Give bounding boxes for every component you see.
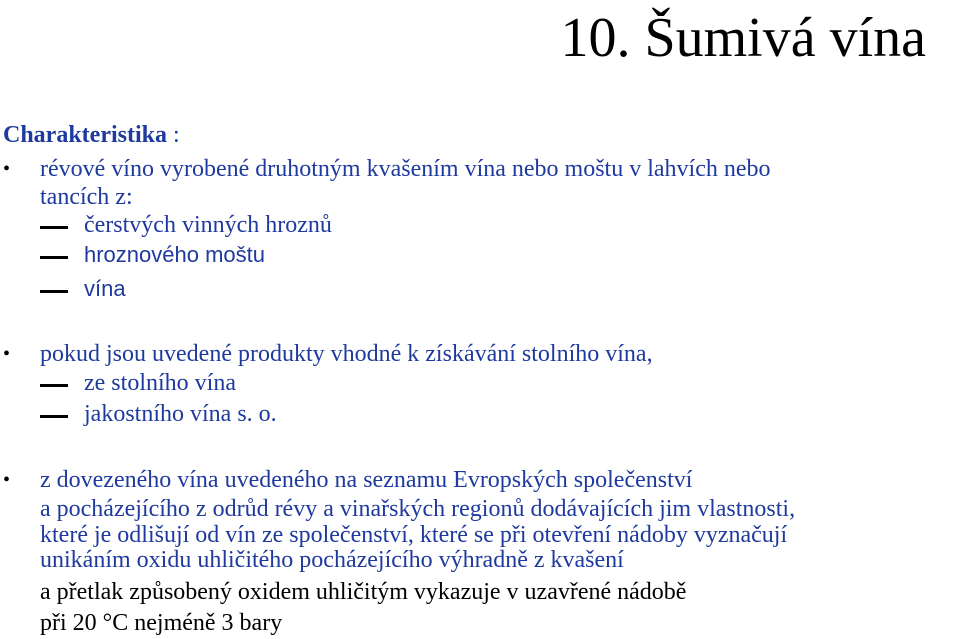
section2-item-2: jakostního vína s. o.: [84, 401, 277, 427]
slide-title: 10. Šumivá vína: [560, 7, 926, 69]
bullet-2: •: [3, 343, 11, 365]
dash-3: [40, 290, 68, 293]
dash-2: [40, 256, 68, 259]
characteristic-label: Charakteristika: [3, 122, 167, 148]
section1-item-2: hroznového moštu: [84, 242, 265, 267]
section1-line-1: révové víno vyrobené druhotným kvašením vína nebo moštu v lahvích nebo: [40, 156, 771, 182]
section3-line-4: unikáním oxidu uhličitého pocházejícího výhradně z kvašení: [40, 547, 624, 573]
bullet-1: •: [3, 158, 11, 180]
bullet-3: •: [3, 469, 11, 491]
characteristic-separator: :: [167, 122, 180, 148]
dash-1: [40, 226, 68, 229]
characteristic-heading: [3, 120, 180, 150]
section3-line-5: a přetlak způsobený oxidem uhličitým vykazuje v uzavřené nádobě: [40, 579, 687, 605]
section2-line-1: pokud jsou uvedené produkty vhodné k získávání stolního vína,: [40, 341, 653, 367]
section3-line-3: které je odlišují od vín ze společenství, které se při otevření nádoby vyznačují: [40, 522, 788, 548]
section2-item-1: ze stolního vína: [84, 370, 236, 396]
dash-4: [40, 384, 68, 387]
dash-5: [40, 415, 68, 418]
section3-line-2: a pocházejícího z odrůd révy a vinařských regionů dodávajících jim vlastnosti,: [40, 496, 796, 522]
section3-line-1: z dovezeného vína uvedeného na seznamu Evropských společenství: [40, 467, 693, 493]
section1-item-3: vína: [84, 276, 126, 301]
section3-line-6: při 20 °C nejméně 3 bary: [40, 610, 283, 636]
section1-line-2: tancích z:: [40, 184, 133, 210]
section1-item-1: čerstvých vinných hroznů: [84, 212, 332, 238]
